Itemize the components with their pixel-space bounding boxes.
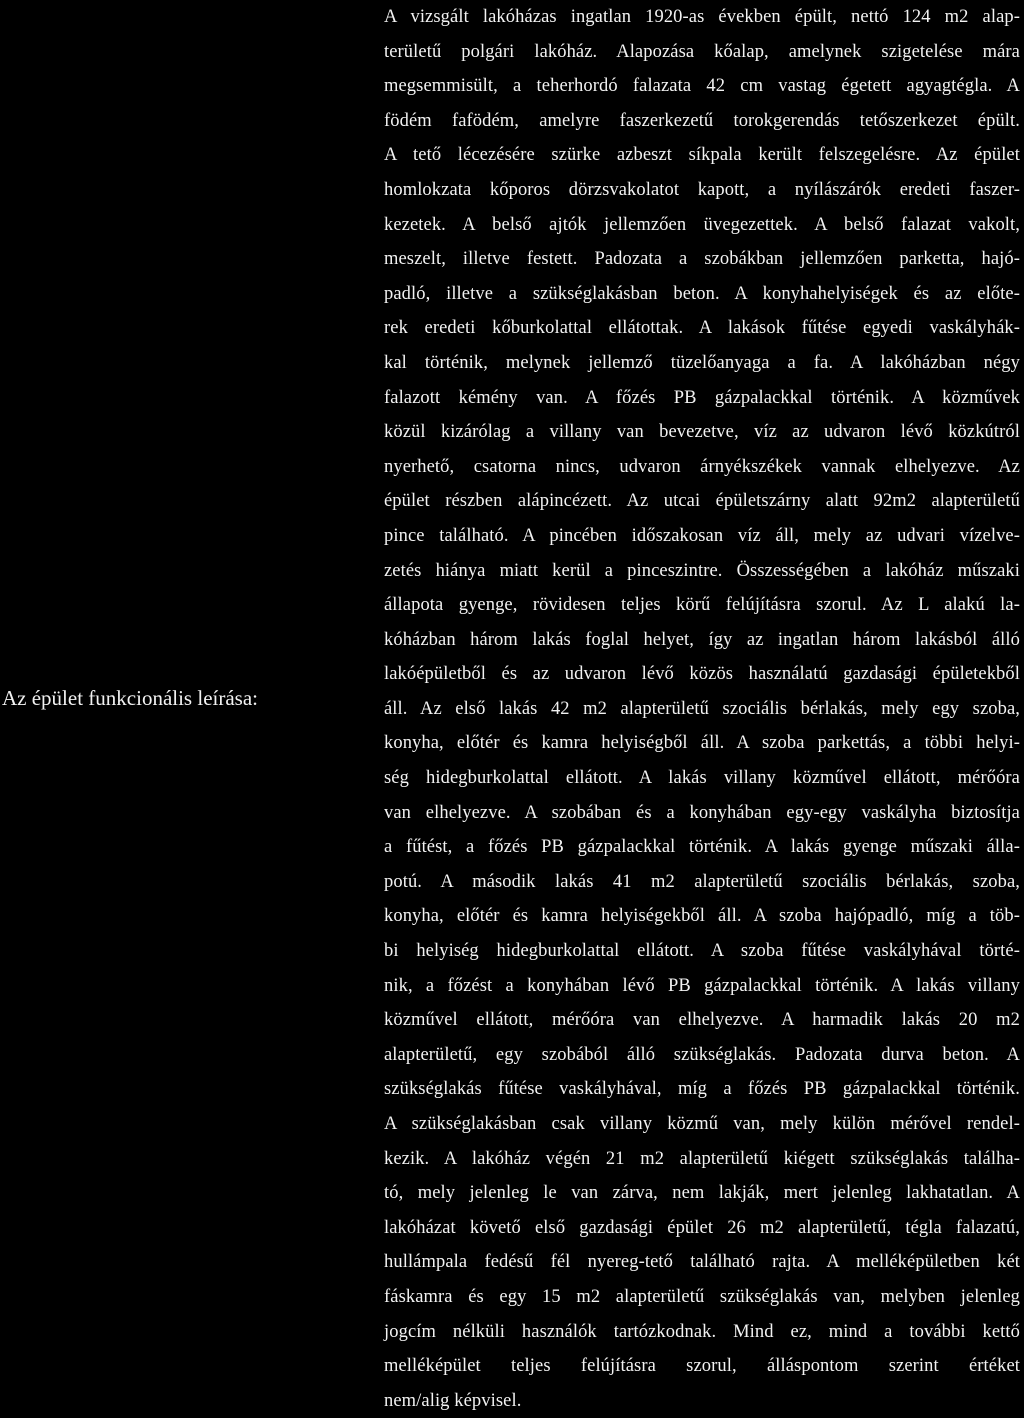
text-line: áll. Az első lakás 42 m2 alapterületű szociális bérlakás, mely egy szoba, (384, 698, 1020, 719)
text-line: tó, mely jelenleg le van zárva, nem lakják, mert jelenleg lakhatatlan. A (384, 1183, 1020, 1204)
description-paragraph (384, 0, 1020, 1411)
section-label: Az épület funkcionális leírása: (2, 686, 258, 710)
text-line: van elhelyezve. A szobában és a konyhában egy-egy vaskályha biztosítja (384, 802, 1020, 823)
text-line: fáskamra és egy 15 m2 alapterületű szükséglakás van, melyben jelenleg (384, 1286, 1020, 1307)
text-line: lakóházat követő első gazdasági épület 26 m2 alapterületű, tégla falazatú, (384, 1217, 1020, 1238)
text-line: jogcím nélküli használók tartózkodnak. Mind ez, mind a további kettő (384, 1321, 1020, 1342)
text-line: megsemmisült, a teherhordó falazata 42 cm vastag égetett agyagtégla. A (384, 76, 1020, 97)
text-line: meszelt, illetve festett. Padozata a szobákban jellemzően parketta, hajó- (384, 249, 1020, 270)
text-line: A szükséglakásban csak villany közmű van, mely külön mérővel rendel- (384, 1114, 1020, 1134)
text-line: konyha, előtér és kamra helyiségekből áll. A szoba hajópadló, míg a töb- (384, 906, 1020, 927)
text-line: falazott kémény van. A főzés PB gázpalackkal történik. A közművek (384, 387, 1020, 408)
text-line: ség hidegburkolattal ellátott. A lakás villany közművel ellátott, mérőóra (384, 768, 1020, 789)
text-line: nem/alig képvisel. (384, 1390, 522, 1411)
text-line: homlokzata kőporos dörzsvakolatot kapott, a nyílászárók eredeti faszer- (384, 179, 1020, 200)
text-line: épület részben alápincézett. Az utcai épületszárny alatt 92m2 alapterületű (384, 491, 1020, 512)
text-line: területű polgári lakóház. Alapozása kőalap, amelynek szigetelése mára (384, 41, 1020, 62)
text-line: közművel ellátott, mérőóra van elhelyezve. A harmadik lakás 20 m2 (384, 1010, 1020, 1031)
text-line: A tető lécezésére szürke azbeszt síkpala került felszegelésre. Az épület (384, 145, 1020, 166)
text-line: padló, illetve a szükséglakásban beton. A konyhahelyiségek és az előte- (384, 283, 1020, 304)
text-line: állapota gyenge, rövidesen teljes körű felújításra szorul. Az L alakú la- (384, 595, 1020, 616)
text-line: közül kizárólag a villany van bevezetve, víz az udvaron lévő közkútról (384, 422, 1020, 443)
text-line: melléképület teljes felújításra szorul, álláspontom szerint értéket (384, 1356, 1020, 1377)
text-line: kezetek. A belső ajtók jellemzően üvegezettek. A belső falazat vakolt, (384, 214, 1020, 235)
text-line: kal történik, melynek jellemző tüzelőanyaga a fa. A lakóházban négy (384, 352, 1020, 373)
text-line: rek eredeti kőburkolattal ellátottak. A lakások fűtése egyedi vaskályhák- (384, 318, 1020, 339)
text-line: kóházban három lakás foglal helyet, így az ingatlan három lakásból álló (384, 629, 1020, 650)
text-line: nik, a főzést a konyhában lévő PB gázpalackkal történik. A lakás villany (384, 975, 1020, 996)
text-line: nyerhető, csatorna nincs, udvaron árnyékszékek vannak elhelyezve. Az (384, 456, 1020, 477)
text-line: a fűtést, a főzés PB gázpalackkal történik. A lakás gyenge műszaki álla- (384, 837, 1020, 858)
text-line: potú. A második lakás 41 m2 alapterületű szociális bérlakás, szoba, (384, 871, 1020, 892)
text-line: hullámpala fedésű fél nyereg-tető található rajta. A melléképületben két (384, 1252, 1020, 1273)
text-line: bi helyiség hidegburkolattal ellátott. A szoba fűtése vaskályhával törté- (384, 941, 1020, 962)
text-line: alapterületű, egy szobából álló szükséglakás. Padozata durva beton. A (384, 1044, 1020, 1065)
text-line: konyha, előtér és kamra helyiségből áll. A szoba parkettás, a többi helyi- (384, 733, 1020, 754)
text-line: lakóépületből és az udvaron lévő közös használatú gazdasági épületekből (384, 664, 1020, 685)
text-line: A vizsgált lakóházas ingatlan 1920-as években épült, nettó 124 m2 alap- (384, 7, 1020, 27)
text-line: szükséglakás fűtése vaskályhával, míg a főzés PB gázpalackkal történik. (384, 1079, 1020, 1100)
text-line: födém fafödém, amelyre faszerkezetű torokgerendás tetőszerkezet épült. (384, 110, 1020, 131)
text-line: zetés hiánya miatt kerül a pinceszintre. Összességében a lakóház műszaki (384, 560, 1020, 581)
text-line: pince található. A pincében időszakosan víz áll, mely az udvari vízelve- (384, 525, 1020, 546)
text-line: kezik. A lakóház végén 21 m2 alapterületű kiégett szükséglakás találha- (384, 1148, 1020, 1169)
